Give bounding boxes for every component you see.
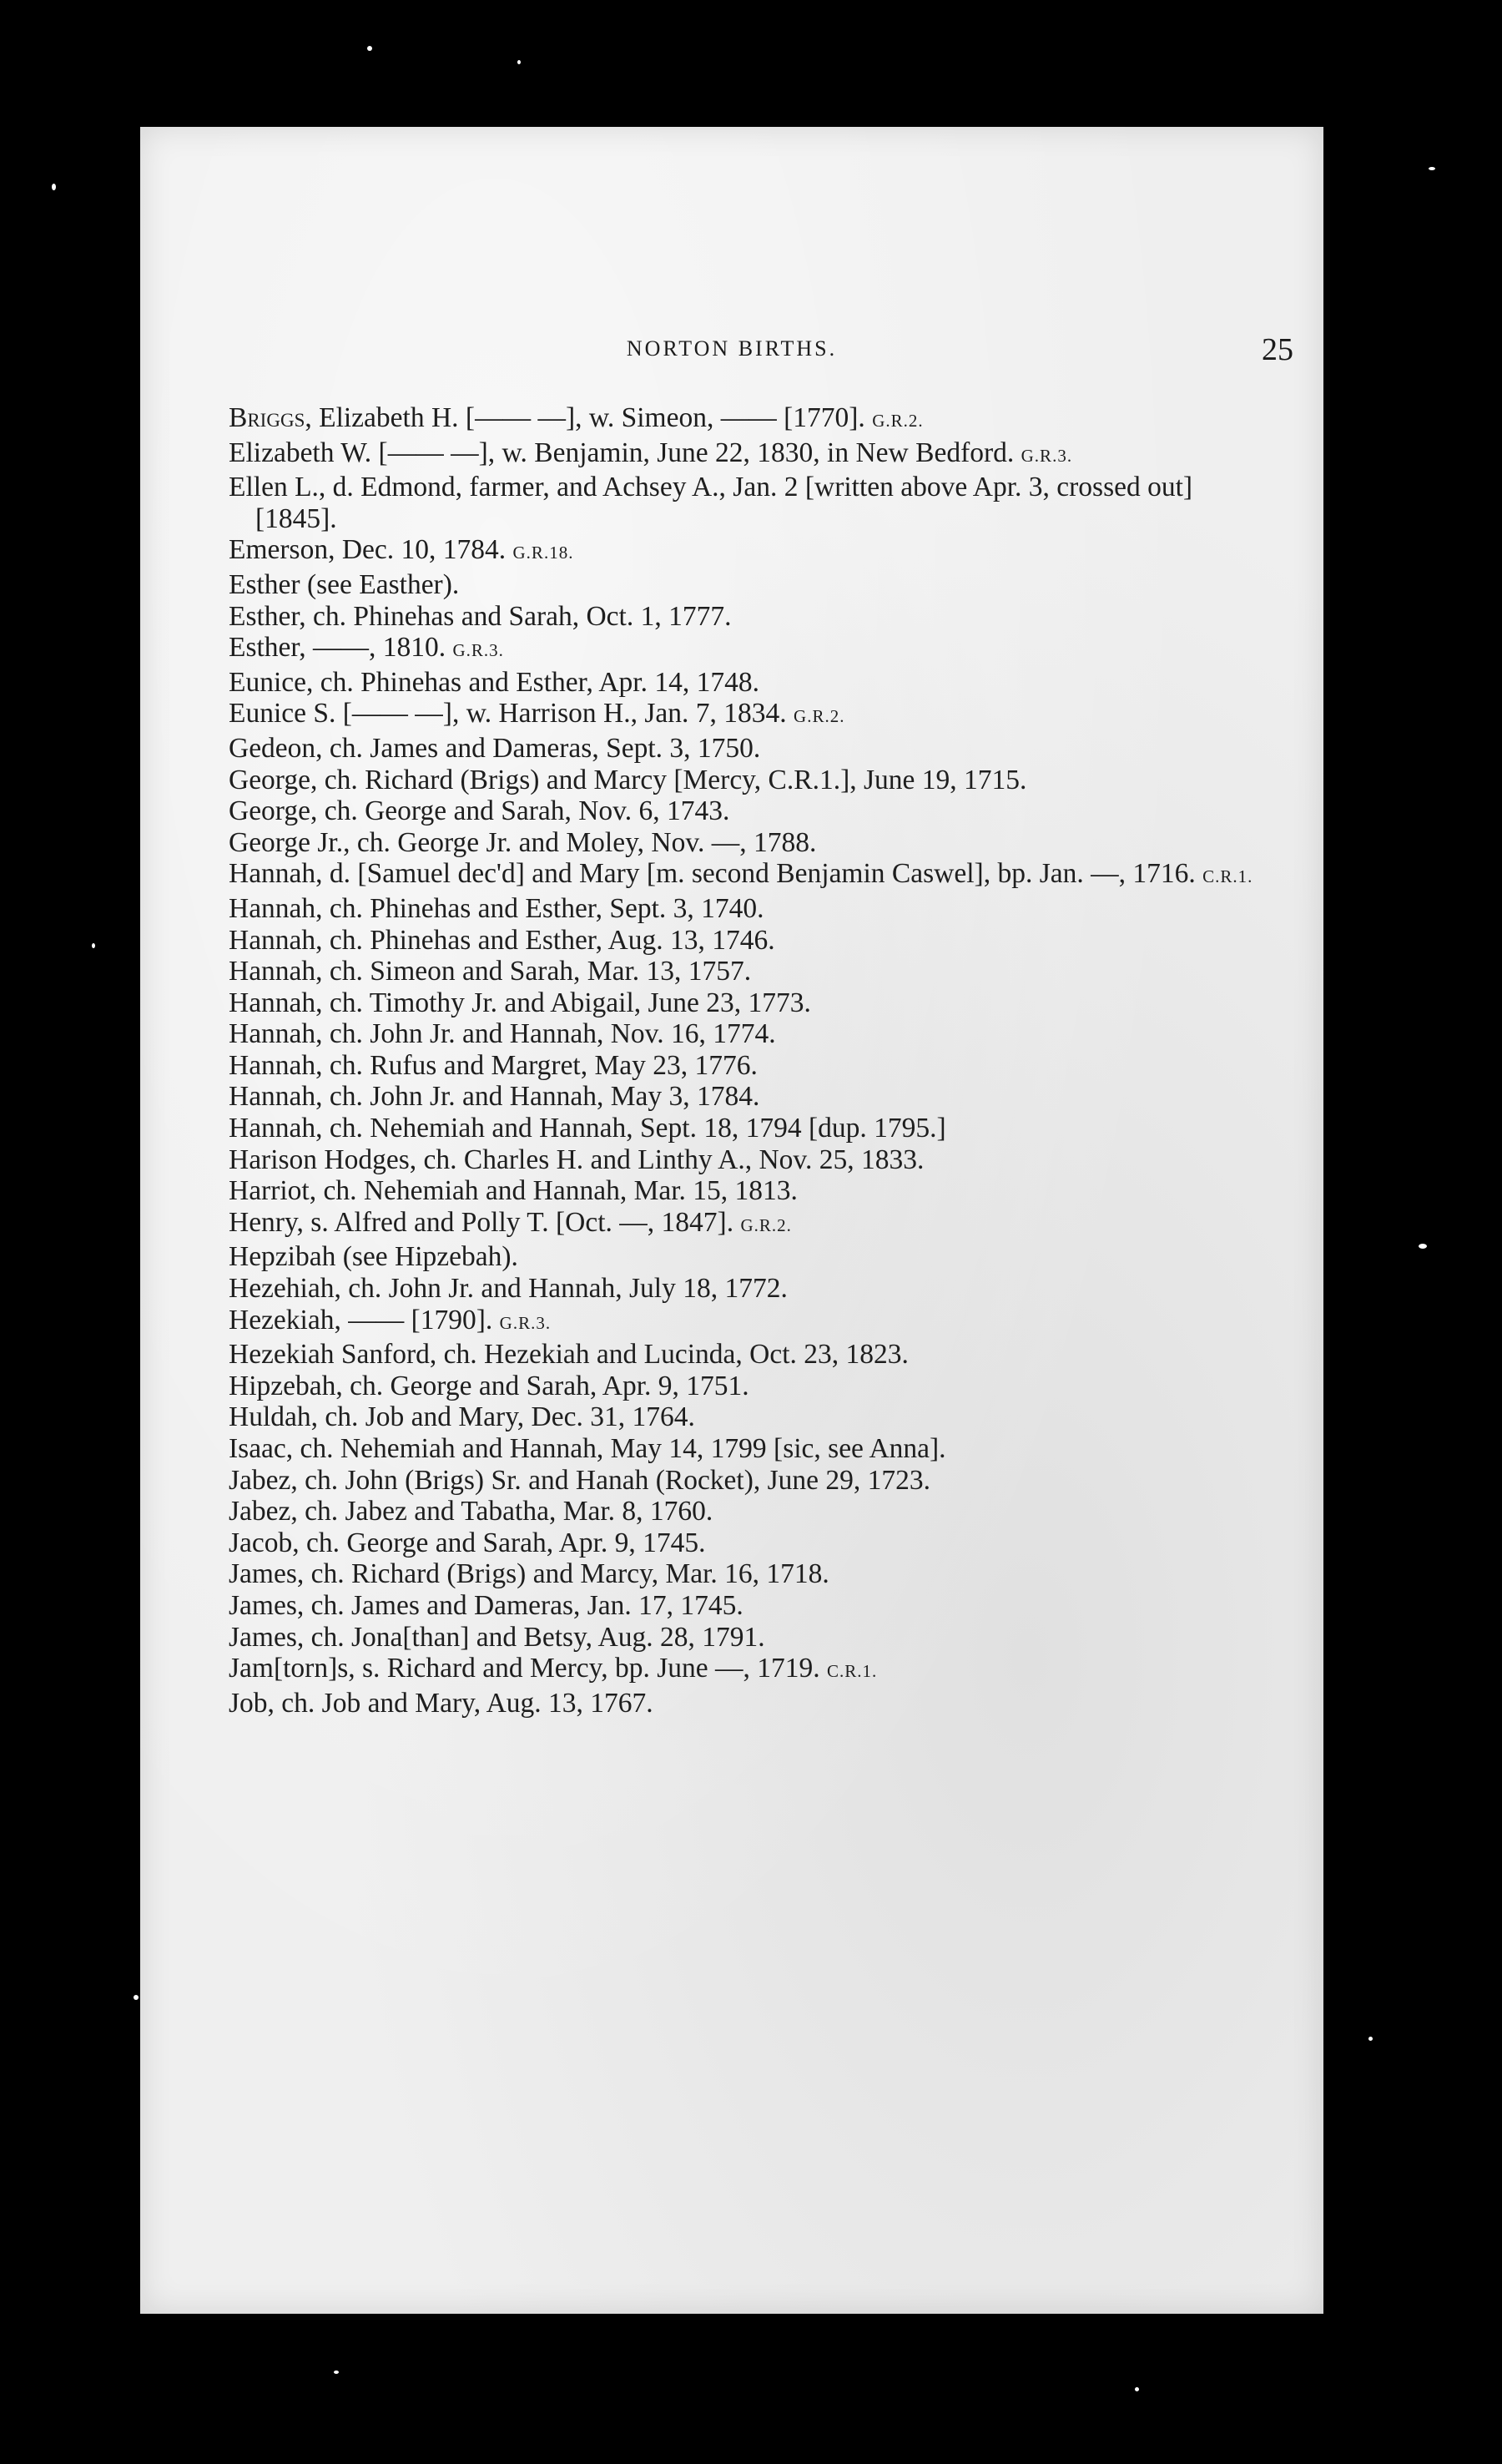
entry-text: Huldah, ch. Job and Mary, Dec. 31, 1764.: [229, 1401, 695, 1433]
birth-record-entry: [229, 534, 1263, 569]
entry-text: James, ch. James and Dameras, Jan. 17, 1745.: [229, 1589, 743, 1621]
entry-text: Eunice S. [—— —], w. Harrison H., Jan. 7, 1834.: [229, 698, 787, 730]
entry-text: James, ch. Richard (Brigs) and Marcy, Mar. 16, 1718.: [229, 1558, 829, 1590]
entry-text: Esther, ——, 1810.: [229, 632, 446, 664]
source-citation: G.R.18.: [512, 543, 574, 563]
entry-text: Esther, ch. Phinehas and Sarah, Oct. 1, 1777.: [229, 600, 732, 632]
dust-speck: [517, 60, 521, 64]
entry-text: Hannah, ch. Rufus and Margret, May 23, 1776.: [229, 1049, 758, 1081]
dust-speck: [1368, 2037, 1373, 2041]
entry-text: Elizabeth H. [—— —], w. Simeon, —— [1770].: [319, 402, 865, 433]
entry-text: Esther (see Easther).: [229, 568, 460, 600]
dust-speck: [334, 2371, 339, 2374]
birth-record-entry: [229, 569, 1263, 601]
birth-record-entry: [229, 667, 1263, 699]
dust-speck: [92, 943, 95, 948]
birth-record-entry: Briggs, Elizabeth H. [—— —], w. Simeon, —— [1770]. G.R.2.: [229, 402, 924, 433]
scanned-page: [140, 127, 1323, 2314]
entry-text: Hannah, ch. John Jr. and Hannah, Nov. 16, 1774.: [229, 1018, 776, 1050]
entry-text: Ellen L., d. Edmond, farmer, and Achsey A., Jan. 2 [written above Apr. 3, crossed out] [1845].: [229, 472, 1193, 534]
entry-text: Isaac, ch. Nehemiah and Hannah, May 14, 1799 [sic, see Anna].: [229, 1433, 946, 1464]
birth-record-entry: [229, 827, 1263, 859]
entry-text: Jabez, ch. Jabez and Tabatha, Mar. 8, 1760.: [229, 1496, 713, 1527]
birth-record-entry: [229, 1590, 1263, 1622]
birth-record-entry: [229, 1401, 1263, 1433]
birth-record-entry: [229, 1371, 1263, 1402]
entry-text: Hannah, ch. Timothy Jr. and Abigail, June 23, 1773.: [229, 987, 811, 1018]
birth-record-entry: [229, 1144, 1263, 1176]
entry-text: Hannah, d. [Samuel dec'd] and Mary [m. second Benjamin Caswel], bp. Jan. —, 1716.: [229, 858, 1196, 890]
birth-record-entry: [229, 1207, 1263, 1242]
birth-record-entry: [229, 1175, 1263, 1207]
entry-text: Elizabeth W. [—— —], w. Benjamin, June 22, 1830, in New Bedford.: [229, 437, 1015, 468]
birth-record-entry: [229, 893, 1263, 925]
birth-record-entry: [229, 925, 1263, 957]
dust-speck: [1429, 167, 1435, 170]
birth-record-entry: [229, 1688, 1263, 1719]
source-citation: G.R.2.: [872, 411, 924, 431]
birth-record-entry: [229, 987, 1263, 1019]
birth-record-entry: [229, 1339, 1263, 1371]
birth-record-entry: [229, 1496, 1263, 1527]
entry-text: Eunice, ch. Phinehas and Esther, Apr. 14, 1748.: [229, 666, 759, 698]
entry-text: Hannah, ch. Nehemiah and Hannah, Sept. 18, 1794 [dup. 1795.]: [229, 1113, 946, 1144]
dust-speck: [367, 46, 372, 51]
source-citation: G.R.3.: [1021, 445, 1073, 466]
entry-text: George Jr., ch. George Jr. and Moley, Nov. —, 1788.: [229, 826, 817, 858]
entry-text: Job, ch. Job and Mary, Aug. 13, 1767.: [229, 1687, 653, 1719]
source-citation: G.R.2.: [740, 1214, 792, 1235]
birth-record-entry: [229, 956, 1263, 987]
birth-record-entry: [229, 1081, 1263, 1113]
entry-text: Hipzebah, ch. George and Sarah, Apr. 9, 1751.: [229, 1370, 749, 1401]
birth-record-entry: [229, 601, 1263, 633]
entry-text: Jam[torn]s, s. Richard and Mercy, bp. June —, 1719.: [229, 1653, 820, 1684]
entry-text: Hezehiah, ch. John Jr. and Hannah, July 18, 1772.: [229, 1273, 788, 1305]
entry-text: Hepzibah (see Hipzebah).: [229, 1241, 518, 1273]
birth-record-entry: [229, 1527, 1263, 1559]
birth-record-entry: [229, 1433, 1263, 1465]
birth-records-list: [229, 402, 1263, 1719]
entry-text: George, ch. George and Sarah, Nov. 6, 1743.: [229, 795, 730, 827]
birth-record-entry: [229, 795, 1263, 827]
birth-record-entry: [229, 1622, 1263, 1654]
birth-record-entry: [229, 437, 1263, 472]
birth-record-entry: [229, 858, 1263, 893]
page-header: [140, 332, 1323, 386]
surname-heading: Briggs: [229, 402, 305, 433]
birth-record-entry: [229, 632, 1263, 667]
birth-record-entry: [229, 1465, 1263, 1497]
dust-speck: [52, 184, 56, 190]
source-citation: C.R.1.: [827, 1661, 878, 1682]
entry-text: Henry, s. Alfred and Polly T. [Oct. —, 1847].: [229, 1206, 734, 1238]
birth-record-entry: [229, 472, 1263, 534]
birth-record-entry: [229, 733, 1263, 765]
source-citation: G.R.3.: [499, 1312, 552, 1333]
entry-text: Hannah, ch. Simeon and Sarah, Mar. 13, 1757.: [229, 956, 752, 987]
entry-text: Gedeon, ch. James and Dameras, Sept. 3, 1750.: [229, 732, 761, 764]
entry-text: Jacob, ch. George and Sarah, Apr. 9, 1745.: [229, 1527, 706, 1558]
entry-text: Hannah, ch. Phinehas and Esther, Aug. 13, 1746.: [229, 924, 775, 956]
birth-record-entry: [229, 1050, 1263, 1082]
entry-text: Jabez, ch. John (Brigs) Sr. and Hanah (Rocket), June 29, 1723.: [229, 1464, 931, 1496]
source-citation: G.R.2.: [794, 706, 845, 727]
entry-text: George, ch. Richard (Brigs) and Marcy [Mercy, C.R.1.], June 19, 1715.: [229, 764, 1027, 795]
running-title: NORTON BIRTHS.: [626, 336, 838, 361]
entry-text: James, ch. Jona[than] and Betsy, Aug. 28, 1791.: [229, 1621, 765, 1653]
birth-record-entry: [229, 1305, 1263, 1340]
birth-record-entry: [229, 765, 1263, 796]
entry-text: Hezekiah Sanford, ch. Hezekiah and Lucinda, Oct. 23, 1823.: [229, 1339, 909, 1371]
page-number: 25: [1262, 332, 1293, 367]
source-citation: G.R.3.: [452, 640, 504, 661]
dust-speck: [1419, 1244, 1427, 1249]
entry-text: Harison Hodges, ch. Charles H. and Linthy A., Nov. 25, 1833.: [229, 1144, 925, 1175]
entry-text: Hezekiah, —— [1790].: [229, 1304, 493, 1336]
entry-text: Harriot, ch. Nehemiah and Hannah, Mar. 15, 1813.: [229, 1175, 798, 1207]
entry-text: Hannah, ch. John Jr. and Hannah, May 3, 1784.: [229, 1081, 760, 1113]
source-citation: C.R.1.: [1202, 866, 1253, 887]
entry-text: Emerson, Dec. 10, 1784.: [229, 534, 507, 566]
entry-text: Hannah, ch. Phinehas and Esther, Sept. 3, 1740.: [229, 892, 764, 924]
birth-record-entry: [229, 1018, 1263, 1050]
dust-speck: [134, 1995, 139, 2000]
birth-record-entry: [229, 1653, 1263, 1688]
birth-record-entry: [229, 698, 1263, 733]
dust-speck: [1135, 2387, 1139, 2391]
birth-record-entry: [229, 1241, 1263, 1273]
birth-record-entry: [229, 1273, 1263, 1305]
birth-record-entry: [229, 1558, 1263, 1590]
birth-record-entry: [229, 1113, 1263, 1144]
